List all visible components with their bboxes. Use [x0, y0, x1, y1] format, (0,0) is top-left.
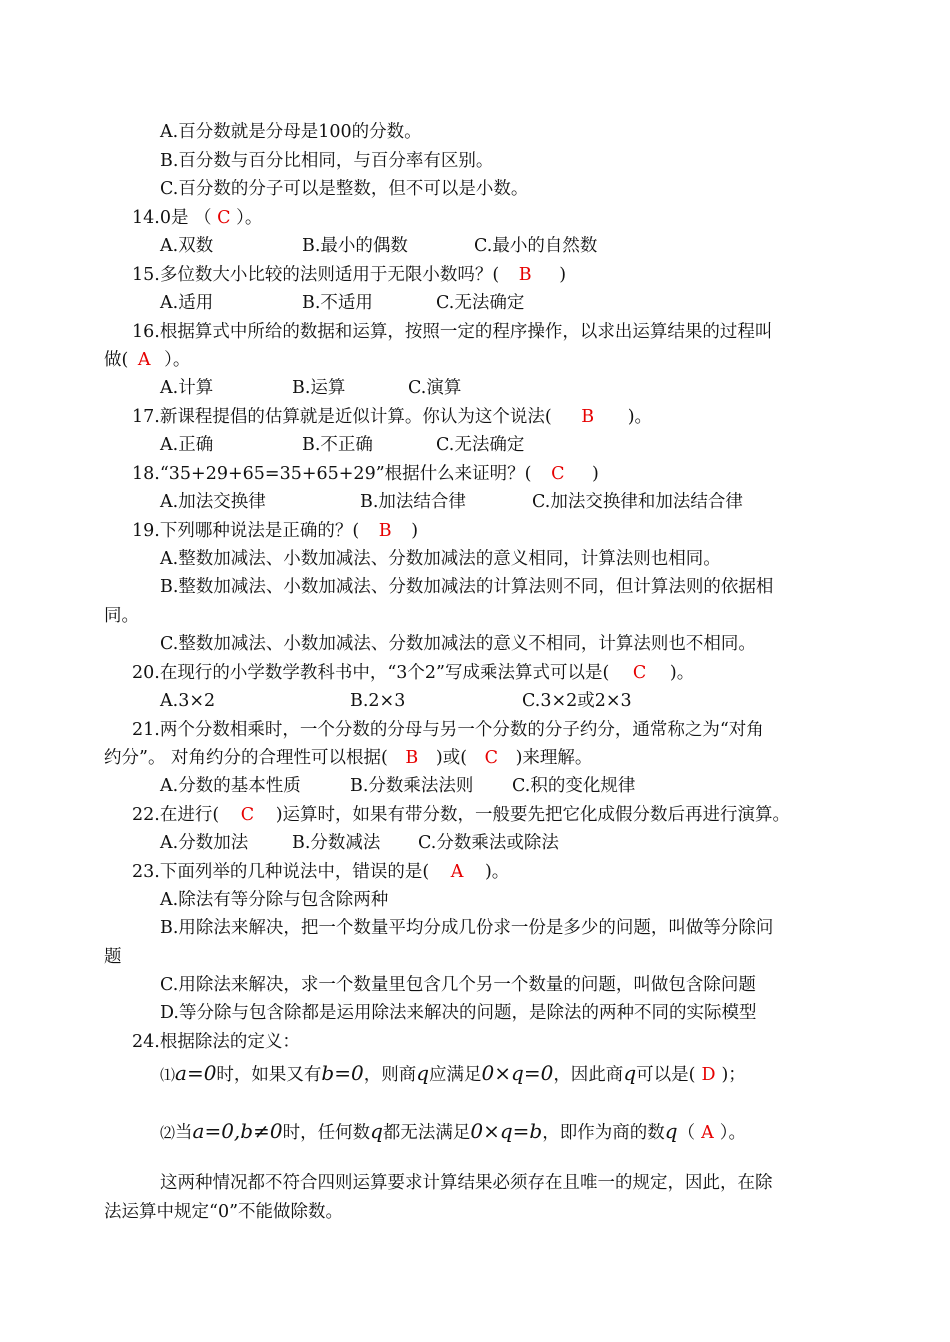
q21-answer-2: C — [484, 748, 498, 768]
q19-stem: 19.下列哪种说法是正确的？( B ) — [132, 521, 419, 541]
conclusion-line1: 这两种情况都不符合四则运算要求计算结果必须存在且唯一的规定，因此，在除 — [160, 1173, 773, 1193]
q18-option-c: C.加法交换律和加法结合律 — [532, 492, 743, 512]
q21-stem-line2: 约分”。 对角约分的合理性可以根据( B )或( C )来理解。 — [104, 748, 593, 768]
q13-option-a: A.百分数就是分母是100的分数。 — [160, 122, 422, 142]
math-q: q — [623, 1061, 637, 1085]
q14-option-c: C.最小的自然数 — [474, 236, 598, 256]
q15-option-b: B.不适用 — [302, 293, 373, 313]
q20-option-a: A.3×2 — [160, 691, 216, 711]
q23-answer: A — [450, 862, 464, 882]
math-a0-b-ne-0: a=0,b≠0 — [192, 1119, 283, 1143]
q16-option-b: B.运算 — [292, 378, 346, 398]
q17-option-c: C.无法确定 — [436, 435, 525, 455]
q16-stem-line1: 16.根据算式中所给的数据和运算，按照一定的程序操作，以求出运算结果的过程叫 — [132, 322, 773, 342]
math-q: q — [416, 1061, 430, 1085]
math-a-equals-0: a=0 — [175, 1061, 217, 1085]
q18-option-a: A.加法交换律 — [160, 492, 266, 512]
q14-option-a: A.双数 — [160, 236, 214, 256]
q24-part1: ⑴a=0时，如果又有b=0，则商q应满足0×q=0，因此商q可以是( D )； — [160, 1061, 746, 1085]
q21-option-c: C.积的变化规律 — [512, 776, 636, 796]
q17-option-b: B.不正确 — [302, 435, 373, 455]
q16-option-a: A.计算 — [160, 378, 214, 398]
math-q: q — [370, 1119, 383, 1143]
q20-option-c: C.3×2或2×3 — [522, 691, 632, 711]
q13-option-b: B.百分数与百分比相同，与百分率有区别。 — [160, 151, 494, 171]
q17-stem: 17.新课程提倡的估算就是近似计算。你认为这个说法( B )。 — [132, 407, 653, 427]
q13-option-c: C.百分数的分子可以是整数，但不可以是小数。 — [160, 179, 529, 199]
q18-option-b: B.加法结合律 — [360, 492, 466, 512]
q14-option-b: B.最小的偶数 — [302, 236, 408, 256]
q14-stem: 14.0是 （ C ）。 — [132, 208, 263, 228]
q21-option-b: B.分数乘法法则 — [350, 776, 474, 796]
q15-option-c: C.无法确定 — [436, 293, 525, 313]
q20-option-b: B.2×3 — [350, 691, 406, 711]
q19-option-b-line2: 同。 — [104, 606, 139, 626]
q14-answer: C — [217, 208, 231, 228]
q22-option-b: B.分数减法 — [292, 833, 381, 853]
q23-option-b-line1: B.用除法来解决，把一个数量平均分成几份求一份是多少的问题，叫做等分除问 — [160, 918, 774, 938]
q20-stem: 20.在现行的小学数学教科书中，“3个2”写成乘法算式可以是( C )。 — [132, 663, 695, 683]
math-q: q — [664, 1119, 678, 1143]
q17-option-a: A.正确 — [160, 435, 214, 455]
q19-option-b-line1: B.整数加减法、小数加减法、分数加减法的计算法则不同，但计算法则的依据相 — [160, 577, 774, 597]
q22-option-a: A.分数加法 — [160, 833, 249, 853]
q18-stem: 18.“35+29+65=35+65+29”根据什么来证明？( C ) — [132, 464, 599, 484]
q15-stem: 15.多位数大小比较的法则适用于无限小数吗？( B ) — [132, 265, 567, 285]
q24-part2: ⑵当a=0,b≠0时，任何数q都无法满足0×q=b，即作为商的数q（ A ）。 — [160, 1119, 746, 1143]
q20-answer: C — [632, 663, 647, 683]
q23-option-b-line2: 题 — [104, 947, 122, 967]
q19-option-a: A.整数加减法、小数加减法、分数加减法的意义相同，计算法则也相同。 — [160, 549, 721, 569]
q15-option-a: A.适用 — [160, 293, 214, 313]
q16-answer: A — [137, 350, 151, 370]
q22-answer: C — [240, 805, 255, 825]
q22-stem: 22.在进行( C )运算时，如果有带分数，一般要先把它化成假分数后再进行演算。 — [132, 805, 791, 825]
q19-option-c: C.整数加减法、小数加减法、分数加减法的意义不相同，计算法则也不相同。 — [160, 634, 756, 654]
q21-option-a: A.分数的基本性质 — [160, 776, 301, 796]
q23-option-c: C.用除法来解决，求一个数量里包含几个另一个数量的问题，叫做包含除问题 — [160, 975, 756, 995]
q21-stem-line1: 21.两个分数相乘时，一个分数的分母与另一个分数的分子约分，通常称之为“对角 — [132, 720, 764, 740]
q15-answer: B — [518, 265, 532, 285]
q23-option-d: D.等分除与包含除都是运用除法来解决的问题，是除法的两种不同的实际模型 — [160, 1003, 757, 1023]
q16-option-c: C.演算 — [408, 378, 462, 398]
q17-answer: B — [581, 407, 595, 427]
q24-answer-2: A — [701, 1123, 714, 1143]
q23-option-a: A.除法有等分除与包含除两种 — [160, 890, 389, 910]
q23-stem: 23.下面列举的几种说法中，错误的是( A )。 — [132, 862, 510, 882]
q24-answer-1: D — [701, 1065, 716, 1085]
q22-option-c: C.分数乘法或除法 — [418, 833, 559, 853]
conclusion-line2: 法运算中规定“0”不能做除数。 — [104, 1202, 344, 1222]
math-0xq-equals-0: 0×q=0 — [481, 1061, 554, 1085]
q18-answer: C — [551, 464, 565, 484]
q16-stem-line2: 做( A ）。 — [104, 350, 191, 370]
q24-stem: 24.根据除法的定义： — [132, 1032, 300, 1052]
math-0xq-equals-b: 0×q=b — [470, 1119, 543, 1143]
q19-answer: B — [378, 521, 392, 541]
q21-answer-1: B — [405, 748, 419, 768]
math-b-equals-0: b=0 — [321, 1061, 364, 1085]
